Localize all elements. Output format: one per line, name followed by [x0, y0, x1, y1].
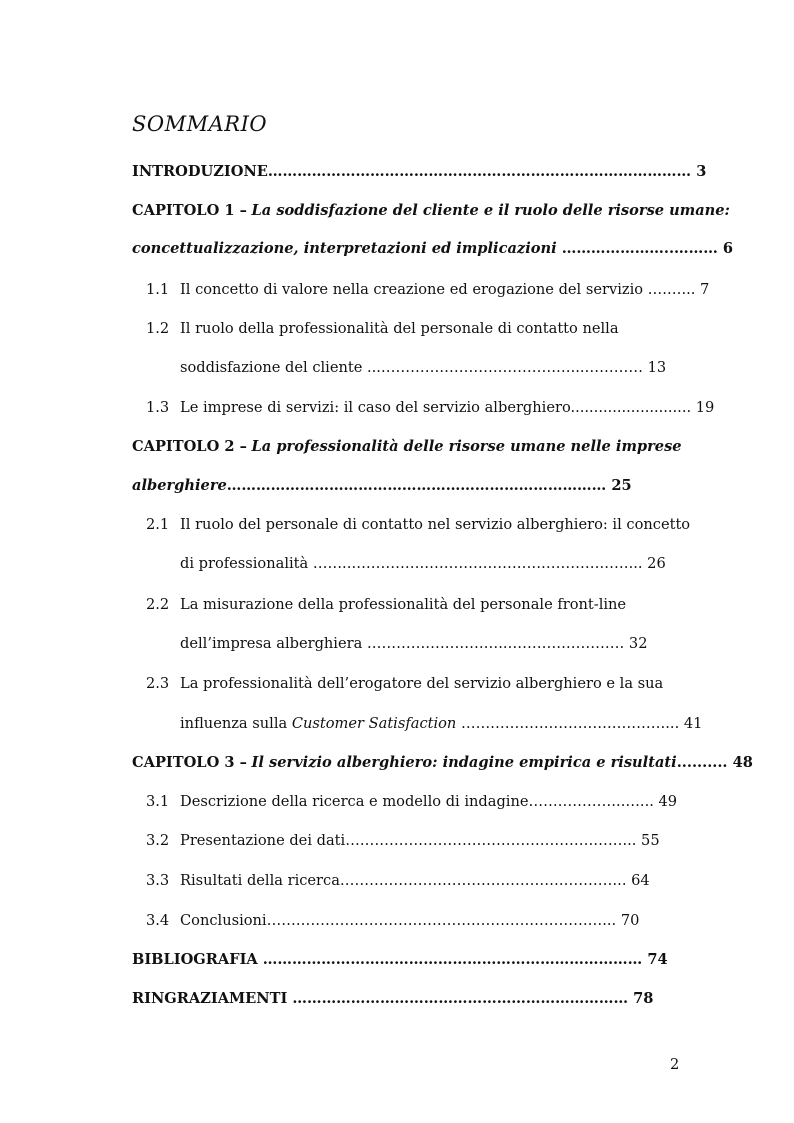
section-text: Le imprese di servizi: il caso del servizio alberghiero.......................... 19 [180, 399, 715, 416]
toc-section-3-2[interactable] [0, 830, 680, 852]
page-title: SOMMARIO [132, 112, 268, 136]
chapter-label: CAPITOLO 2 – [132, 438, 247, 455]
section-text: La professionalità dell’erogatore del servizio alberghiero e la sua [180, 675, 664, 692]
section-number: 1.1 [146, 281, 170, 298]
toc-introduzione[interactable]: INTRODUZIONE…………………………………………………………………………… 3 [132, 163, 707, 180]
toc-section-2-3[interactable] [0, 673, 680, 695]
toc-section-2-2[interactable] [0, 594, 680, 616]
section-text-pre: influenza sulla [180, 715, 292, 732]
toc-capitolo-1-line1[interactable] [132, 200, 730, 222]
section-number: 1.3 [146, 399, 170, 416]
toc-section-1-2-cont[interactable]: soddisfazione del cliente ...…………………………………...………… 13 [180, 359, 667, 376]
toc-capitolo-2-line2[interactable] [132, 475, 680, 497]
toc-section-1-3[interactable] [0, 397, 715, 419]
section-number: 3.1 [146, 793, 170, 810]
toc-bibliografia[interactable]: BIBLIOGRAFIA …………………………………………………………………… 74 [132, 951, 668, 968]
chapter-title: La soddisfazione del cliente e il ruolo delle risorse umane: [251, 202, 730, 219]
toc-section-2-2-cont[interactable]: dell’impresa alberghiera ………………………..…………………… 32 [180, 635, 648, 652]
section-number: 2.2 [146, 596, 170, 613]
section-text: Il ruolo della professionalità del personale di contatto nella [180, 320, 619, 337]
section-text: Risultati della ricerca………………………………………………….. 64 [180, 872, 650, 889]
toc-ringraziamenti[interactable]: RINGRAZIAMENTI …………………………………………………………… 78 [132, 990, 654, 1007]
toc-section-2-3-cont[interactable] [180, 713, 703, 735]
section-number: 2.1 [146, 516, 170, 533]
section-text: Descrizione della ricerca e modello di indagine………………..…... 49 [180, 793, 678, 810]
toc-section-2-1-cont[interactable]: di professionalità ……..…………………………………………………... 26 [180, 555, 666, 572]
toc-capitolo-2-line1[interactable] [132, 436, 680, 458]
toc-section-2-1[interactable] [0, 514, 691, 536]
section-number: 3.4 [146, 912, 170, 929]
toc-section-3-4[interactable] [0, 910, 680, 932]
toc-capitolo-1-line2[interactable] [132, 238, 734, 260]
section-text-italic: Customer Satisfaction [291, 715, 457, 732]
section-number: 2.3 [146, 675, 170, 692]
chapter-title-cont: alberghiere [132, 477, 227, 494]
chapter-title: Il servizio alberghiero: indagine empirica e risultati [251, 754, 677, 771]
section-text: Il ruolo del personale di contatto nel servizio alberghiero: il concetto [180, 516, 691, 533]
section-number: 3.2 [146, 832, 170, 849]
chapter-title: La professionalità delle risorse umane nelle imprese [251, 438, 682, 455]
chapter-dots-page: …………………………………………………………………… 25 [226, 477, 632, 494]
chapter-label: CAPITOLO 3 – [132, 754, 247, 771]
section-number: 3.3 [146, 872, 170, 889]
section-text: Il concetto di valore nella creazione ed erogazione del servizio ….…... 7 [180, 281, 710, 298]
section-text-post: ……………………………………... 41 [456, 715, 703, 732]
toc-section-1-1[interactable] [0, 279, 710, 301]
chapter-dots-page: …………………..……… 6 [556, 240, 734, 257]
toc-section-1-2[interactable] [0, 318, 680, 340]
toc-section-3-3[interactable] [0, 870, 680, 892]
page-number: 2 [670, 1056, 680, 1073]
section-number: 1.2 [146, 320, 170, 337]
section-text: Conclusioni……………………………………………………………... 70 [180, 912, 640, 929]
chapter-dots-page: .......... 48 [676, 754, 753, 771]
chapter-title-cont: concettualizzazione, interpretazioni ed implicazioni [132, 240, 557, 257]
section-text: La misurazione della professionalità del personale front-line [180, 596, 627, 613]
toc-section-3-1[interactable] [0, 791, 680, 813]
section-text: Presentazione dei dati…………………………………………………... 55 [180, 832, 660, 849]
chapter-label: CAPITOLO 1 – [132, 202, 247, 219]
toc-capitolo-3[interactable] [132, 752, 753, 774]
